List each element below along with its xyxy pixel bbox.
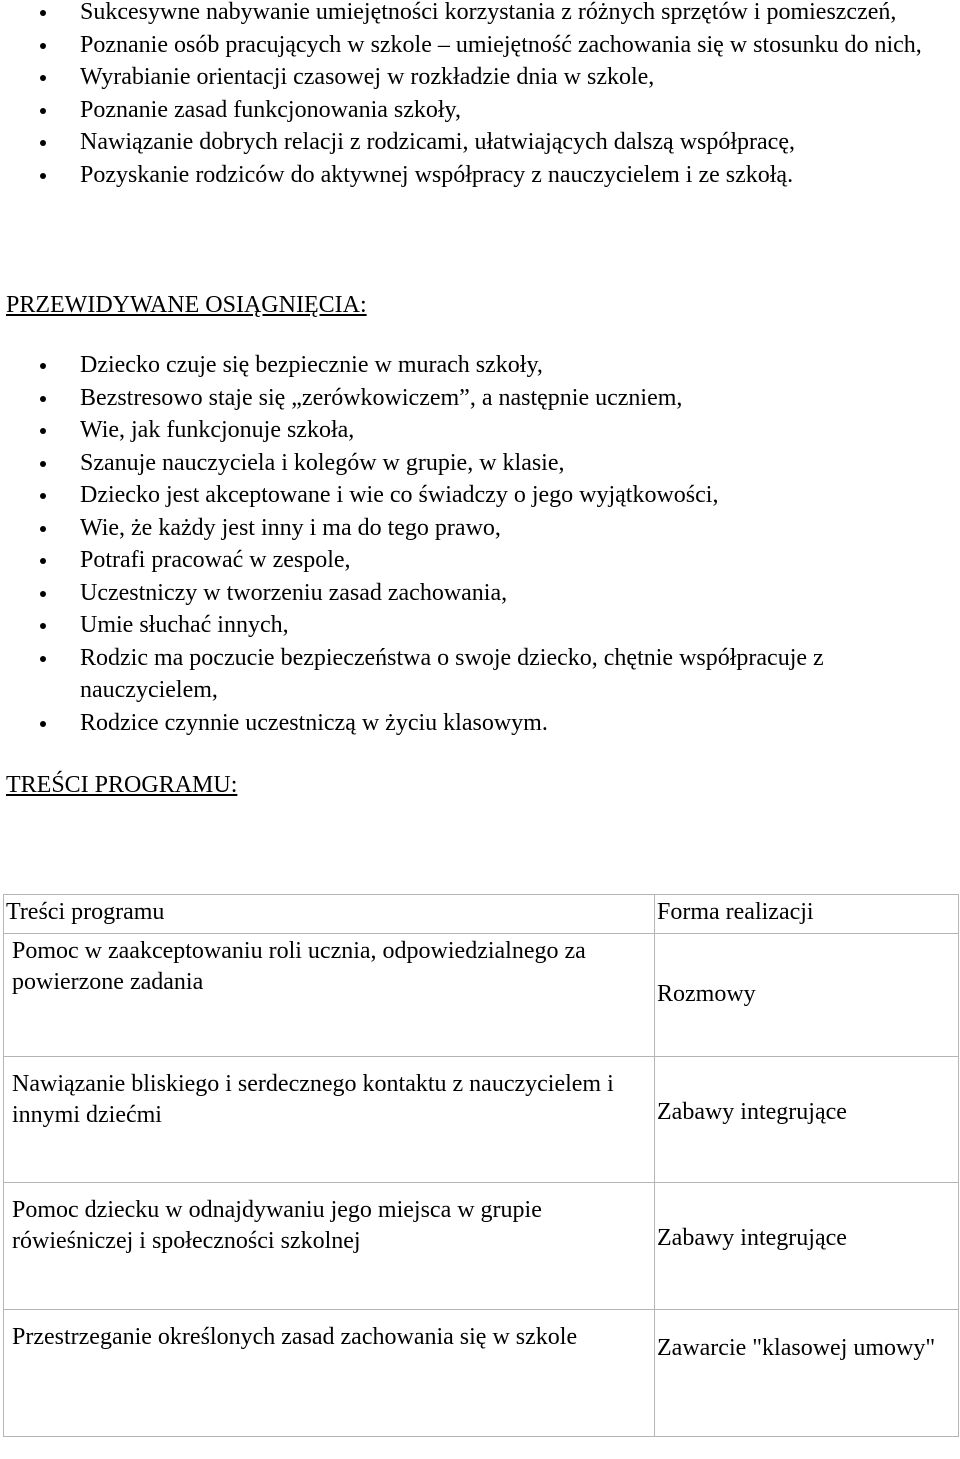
column-header-form: Forma realizacji	[657, 899, 814, 925]
table-cell	[655, 1057, 959, 1183]
table-header-cell	[655, 895, 959, 934]
program-heading: TREŚCI PROGRAMU:	[6, 772, 238, 798]
program-form-text: Rozmowy	[657, 981, 756, 1007]
list-item: Nawiązanie dobrych relacji z rodzicami, ułatwiających dalszą współpracę,	[0, 126, 950, 159]
list-item: Potrafi pracować w zespole,	[0, 544, 950, 577]
program-content-text: Pomoc w zaakceptowaniu roli ucznia, odpowiedzialnego za powierzone zadania	[12, 938, 586, 995]
list-item: Uczestniczy w tworzeniu zasad zachowania,	[0, 577, 950, 610]
table-header-row	[4, 895, 959, 934]
program-form-text: Zawarcie "klasowej umowy"	[657, 1335, 936, 1361]
table-cell	[4, 1183, 655, 1310]
program-form-text: Zabawy integrujące	[657, 1225, 847, 1251]
program-content-text: Przestrzeganie określonych zasad zachowania się w szkole	[12, 1324, 578, 1350]
table-row	[4, 1310, 959, 1437]
table-cell	[4, 934, 655, 1057]
list-item: Szanuje nauczyciela i kolegów w grupie, w klasie,	[0, 447, 950, 480]
program-table	[3, 894, 959, 1437]
list-item: Dziecko jest akceptowane i wie co świadczy o jego wyjątkowości,	[0, 479, 950, 512]
table-cell	[655, 934, 959, 1057]
table-cell	[655, 1310, 959, 1437]
list-item: Wie, że każdy jest inny i ma do tego prawo,	[0, 512, 950, 545]
list-item: Poznanie osób pracujących w szkole – umiejętność zachowania się w stosunku do nich,	[0, 29, 950, 62]
program-content-text: Nawiązanie bliskiego i serdecznego kontaktu z nauczycielem i innymi dziećmi	[12, 1071, 614, 1128]
table-cell	[655, 1183, 959, 1310]
table-row	[4, 934, 959, 1057]
table-cell	[4, 1057, 655, 1183]
program-content-text: Pomoc dziecku w odnajdywaniu jego miejsca w grupie rówieśniczej i społeczności szkolnej	[12, 1197, 542, 1254]
list-item: Pozyskanie rodziców do aktywnej współpracy z nauczycielem i ze szkołą.	[0, 159, 950, 192]
table-row	[4, 1183, 959, 1310]
list-item: Rodzic ma poczucie bezpieczeństwa o swoje dziecko, chętnie współpracuje z nauczycielem,	[0, 642, 950, 707]
program-form-text: Zabawy integrujące	[657, 1099, 847, 1125]
list-item: Bezstresowo staje się „zerówkowiczem”, a następnie uczniem,	[0, 382, 950, 415]
list-item: Wyrabianie orientacji czasowej w rozkładzie dnia w szkole,	[0, 61, 950, 94]
table-row	[4, 1057, 959, 1183]
list-item: Wie, jak funkcjonuje szkoła,	[0, 414, 950, 447]
achievements-list	[0, 349, 950, 739]
list-item: Umie słuchać innych,	[0, 609, 950, 642]
list-item: Sukcesywne nabywanie umiejętności korzystania z różnych sprzętów i pomieszczeń,	[0, 0, 950, 29]
table-cell	[4, 1310, 655, 1437]
intro-goals-list	[0, 0, 950, 191]
list-item: Rodzice czynnie uczestniczą w życiu klasowym.	[0, 707, 950, 740]
list-item: Poznanie zasad funkcjonowania szkoły,	[0, 94, 950, 127]
achievements-heading: PRZEWIDYWANE OSIĄGNIĘCIA:	[6, 292, 367, 318]
list-item: Dziecko czuje się bezpiecznie w murach szkoły,	[0, 349, 950, 382]
table-header-cell	[4, 895, 655, 934]
column-header-content: Treści programu	[6, 899, 165, 925]
